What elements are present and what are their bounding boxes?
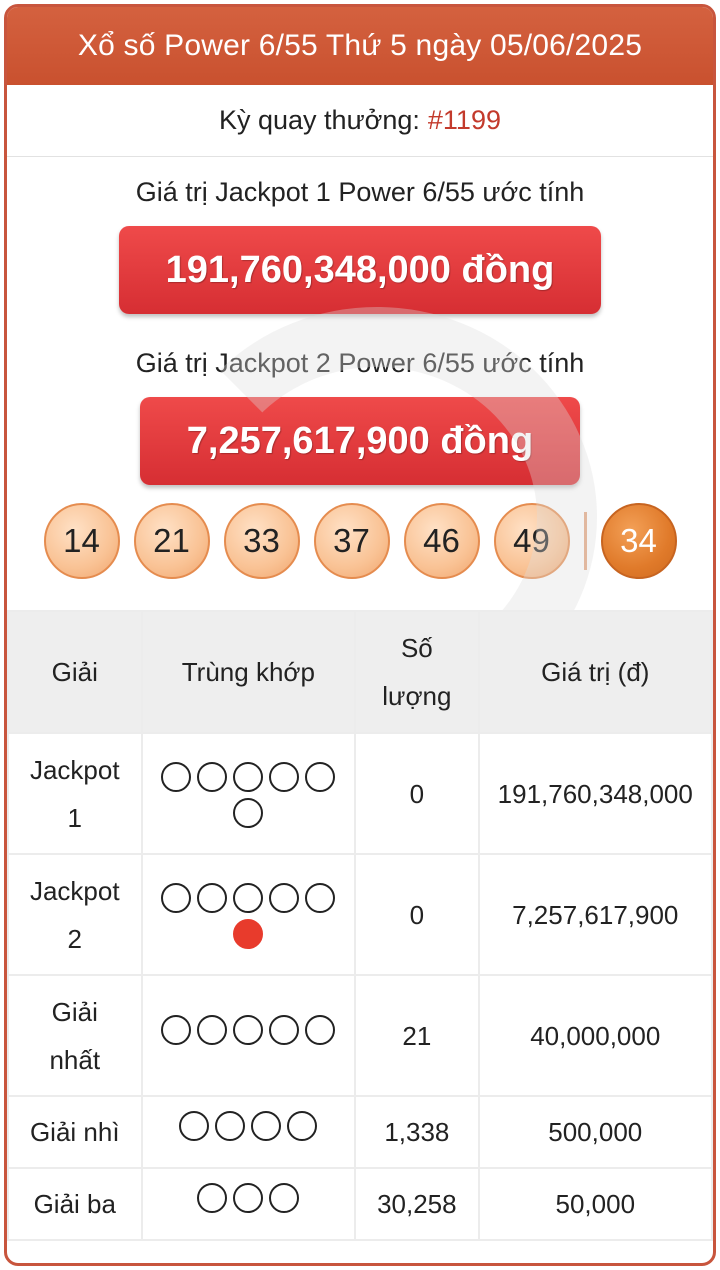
match-pattern <box>142 975 356 1096</box>
match-pattern <box>142 1168 356 1240</box>
match-circle-icon <box>197 1015 227 1045</box>
number-ball: 14 <box>44 503 120 579</box>
match-circle-icon <box>233 883 263 913</box>
match-pattern <box>142 854 356 975</box>
winner-count: 1,338 <box>355 1096 478 1168</box>
winner-count: 0 <box>355 854 478 975</box>
col-header-prize: Giải <box>8 611 142 733</box>
jackpot2-value: 7,257,617,900 đồng <box>140 397 580 485</box>
table-row <box>8 854 712 975</box>
jackpot2-label: Giá trị Jackpot 2 Power 6/55 ước tính <box>135 348 585 378</box>
match-circle-icon <box>197 1183 227 1213</box>
match-circle-icon <box>233 762 263 792</box>
table-row <box>8 1168 712 1240</box>
results-card <box>4 4 716 1266</box>
col-header-count: Số lượng <box>355 611 478 733</box>
match-circle-icon <box>305 1015 335 1045</box>
prize-name: Jackpot 2 <box>8 854 142 975</box>
table-row <box>8 733 712 854</box>
winner-count: 0 <box>355 733 478 854</box>
match-pattern <box>142 733 356 854</box>
number-ball: 37 <box>314 503 390 579</box>
match-circle-icon <box>287 1111 317 1141</box>
ball-divider <box>584 512 587 570</box>
prize-table <box>7 610 713 1241</box>
match-circle-icon <box>197 762 227 792</box>
jackpot1-label: Giá trị Jackpot 1 Power 6/55 ước tính <box>135 177 585 207</box>
winning-numbers <box>7 502 713 580</box>
match-circle-icon <box>197 883 227 913</box>
winner-count: 21 <box>355 975 478 1096</box>
match-circle-icon <box>269 883 299 913</box>
match-circle-icon <box>305 883 335 913</box>
match-circle-icon <box>161 883 191 913</box>
match-circle-icon <box>233 1183 263 1213</box>
match-circle-icon <box>179 1111 209 1141</box>
number-ball: 21 <box>134 503 210 579</box>
match-pattern <box>142 1096 356 1168</box>
number-ball: 46 <box>404 503 480 579</box>
prize-value: 7,257,617,900 <box>479 854 712 975</box>
prize-name: Giải ba <box>8 1168 142 1240</box>
draw-number-link[interactable]: #1199 <box>427 105 501 135</box>
prize-value: 191,760,348,000 <box>479 733 712 854</box>
match-circle-icon <box>215 1111 245 1141</box>
prize-value: 50,000 <box>479 1168 712 1240</box>
prize-value: 40,000,000 <box>479 975 712 1096</box>
prize-name: Giải nhất <box>8 975 142 1096</box>
match-circle-icon <box>161 1015 191 1045</box>
draw-label: Kỳ quay thưởng: <box>219 105 420 135</box>
number-ball: 49 <box>494 503 570 579</box>
jackpot1-value: 191,760,348,000 đồng <box>119 226 601 314</box>
table-row <box>8 1096 712 1168</box>
col-header-match: Trùng khớp <box>142 611 356 733</box>
table-row <box>8 975 712 1096</box>
page-title-text: Xổ số Power 6/55 Thứ 5 ngày 05/06/2025 <box>77 29 643 62</box>
col-header-value: Giá trị (đ) <box>479 611 712 733</box>
number-ball: 33 <box>224 503 300 579</box>
match-circle-icon <box>269 1015 299 1045</box>
match-circle-icon <box>251 1111 281 1141</box>
match-circle-icon <box>233 1015 263 1045</box>
prize-name: Jackpot 1 <box>8 733 142 854</box>
power-ball: 34 <box>601 503 677 579</box>
draw-info <box>7 85 713 157</box>
power-match-dot-icon <box>233 919 263 949</box>
match-circle-icon <box>161 762 191 792</box>
prize-value: 500,000 <box>479 1096 712 1168</box>
match-circle-icon <box>269 762 299 792</box>
match-circle-icon <box>269 1183 299 1213</box>
page-title <box>7 7 713 85</box>
match-circle-icon <box>305 762 335 792</box>
winner-count: 30,258 <box>355 1168 478 1240</box>
match-circle-icon <box>233 798 263 828</box>
prize-name: Giải nhì <box>8 1096 142 1168</box>
